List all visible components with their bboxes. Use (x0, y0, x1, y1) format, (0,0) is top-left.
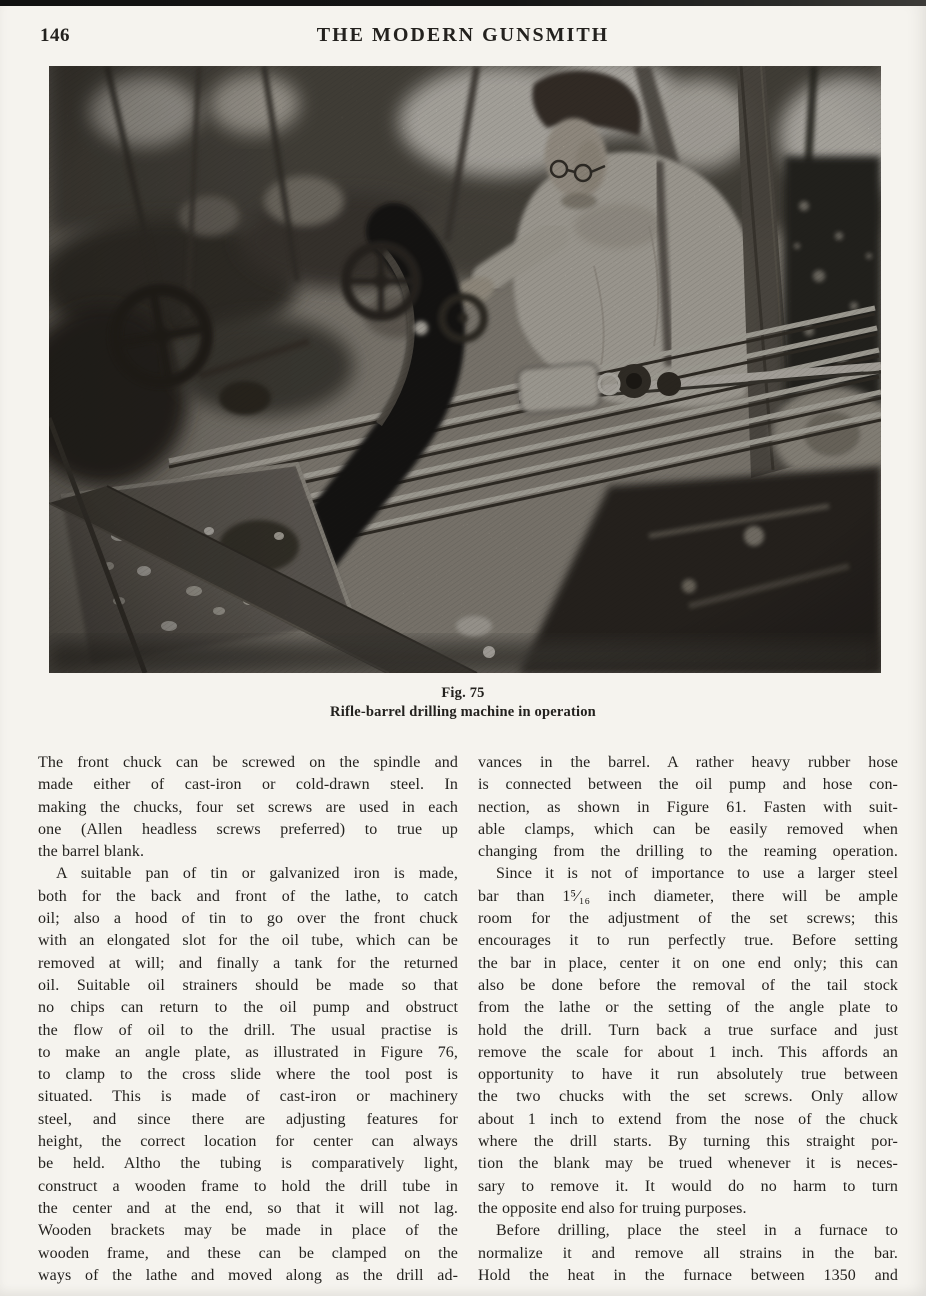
text-line: the bar in place, center it on one end only; this can (478, 954, 898, 972)
text-line: able clamps, which can be easily removed when (478, 820, 898, 838)
text-line: be held. Altho the tubing is comparatively light, (38, 1155, 458, 1173)
paragraph (38, 752, 458, 863)
text-line: A suitable pan of tin or galvanized iron is made, (56, 865, 458, 883)
right-column (478, 752, 898, 1287)
sepia-tint-overlay (49, 66, 881, 673)
text-line: bar than 1⁵⁄₁₆ inch diameter, there will be ample (478, 887, 898, 905)
running-title: THE MODERN GUNSMITH (316, 24, 610, 46)
page-number: 146 (40, 25, 70, 46)
text-line: Before drilling, place the steel in a furnace to (496, 1222, 898, 1240)
body-text (38, 752, 898, 1287)
text-line: sary to remove it. It would do no harm to turn (478, 1177, 898, 1195)
text-line: situated. This is made of cast-iron or machinery (38, 1088, 458, 1106)
text-line: Since it is not of importance to use a larger steel (496, 865, 898, 883)
text-line: room for the adjustment of the set screws; this (478, 910, 898, 928)
text-line: to make an angle plate, as illustrated in Figure 76, (38, 1043, 458, 1061)
text-line: construct a wooden frame to hold the drill tube in (38, 1177, 458, 1195)
paragraph (38, 863, 458, 1287)
figure-caption (0, 684, 926, 722)
text-line: vances in the barrel. A rather heavy rubber hose (478, 754, 898, 771)
scan-edge-artifact (0, 0, 926, 6)
text-line: about 1 inch to extend from the nose of the chuck (478, 1110, 898, 1128)
text-line: Wooden brackets may be made in place of the (38, 1222, 458, 1240)
text-line: tion the blank may be trued whenever it is neces- (478, 1155, 898, 1173)
left-column (38, 752, 458, 1287)
paragraph (478, 1220, 898, 1287)
text-line: ways of the lathe and moved along as the drill ad- (38, 1266, 458, 1284)
text-line: encourages it to run perfectly true. Before setting (478, 932, 898, 950)
text-line: changing from the drilling to the reaming operation. (478, 843, 898, 861)
text-line: with an elongated slot for the oil tube, which can be (38, 932, 458, 950)
text-line: made either of cast-iron or cold-drawn steel. In (38, 776, 458, 794)
text-line: removed at will; and finally a tank for the returned (38, 954, 458, 972)
text-line: the opposite end also for truing purposes. (478, 1199, 747, 1217)
text-line: the barrel blank. (38, 843, 145, 861)
text-line: the two chucks with the set screws. Only allow (478, 1088, 898, 1106)
text-line: also be done before the removal of the tail stock (478, 976, 898, 994)
text-line: steel, and since there are adjusting features for (38, 1110, 458, 1128)
text-line: normalize it and remove all strains in the bar. (478, 1244, 898, 1262)
text-line: one (Allen headless screws preferred) to true up (38, 820, 458, 838)
text-line: from the lathe or the setting of the angle plate to (478, 999, 898, 1017)
text-line: oil; also a hood of tin to go over the front chuck (38, 910, 458, 928)
text-line: the flow of oil to the drill. The usual practise is (38, 1021, 458, 1039)
text-line: The front chuck can be screwed on the spindle and (38, 754, 458, 771)
figure-photo (49, 66, 881, 673)
text-line: oil. Suitable oil strainers should be made so that (38, 976, 458, 994)
text-line: to clamp to the cross slide where the tool post is (38, 1066, 458, 1084)
text-line: hold the drill. Turn back a true surface and just (478, 1021, 898, 1039)
figure-caption-text: Rifle-barrel drilling machine in operation (330, 704, 596, 720)
text-line: height, the correct location for center can always (38, 1133, 458, 1151)
paragraph (478, 863, 898, 1220)
text-line: where the drill starts. By turning this straight por- (478, 1133, 898, 1151)
text-line: no chips can return to the oil pump and obstruct (38, 999, 458, 1017)
text-line: wooden frame, and these can be clamped on the (38, 1244, 458, 1262)
text-line: making the chucks, four set screws are used in each (38, 798, 458, 816)
text-line: is connected between the oil pump and hose con- (478, 776, 898, 794)
figure-caption-number: Fig. 75 (441, 685, 485, 701)
text-line: Hold the heat in the furnace between 1350 and (478, 1266, 898, 1284)
text-line: the center and at the end, so that it will not lag. (38, 1199, 458, 1217)
paragraph (478, 752, 898, 863)
text-line: nection, as shown in Figure 61. Fasten with suit- (478, 798, 898, 816)
text-line: remove the scale for about 1 inch. This affords an (478, 1043, 898, 1061)
text-line: opportunity to have it run absolutely true between (478, 1066, 898, 1084)
factory-photo-illustration (49, 66, 881, 673)
text-line: both for the back and front of the lathe, to catch (38, 887, 458, 905)
